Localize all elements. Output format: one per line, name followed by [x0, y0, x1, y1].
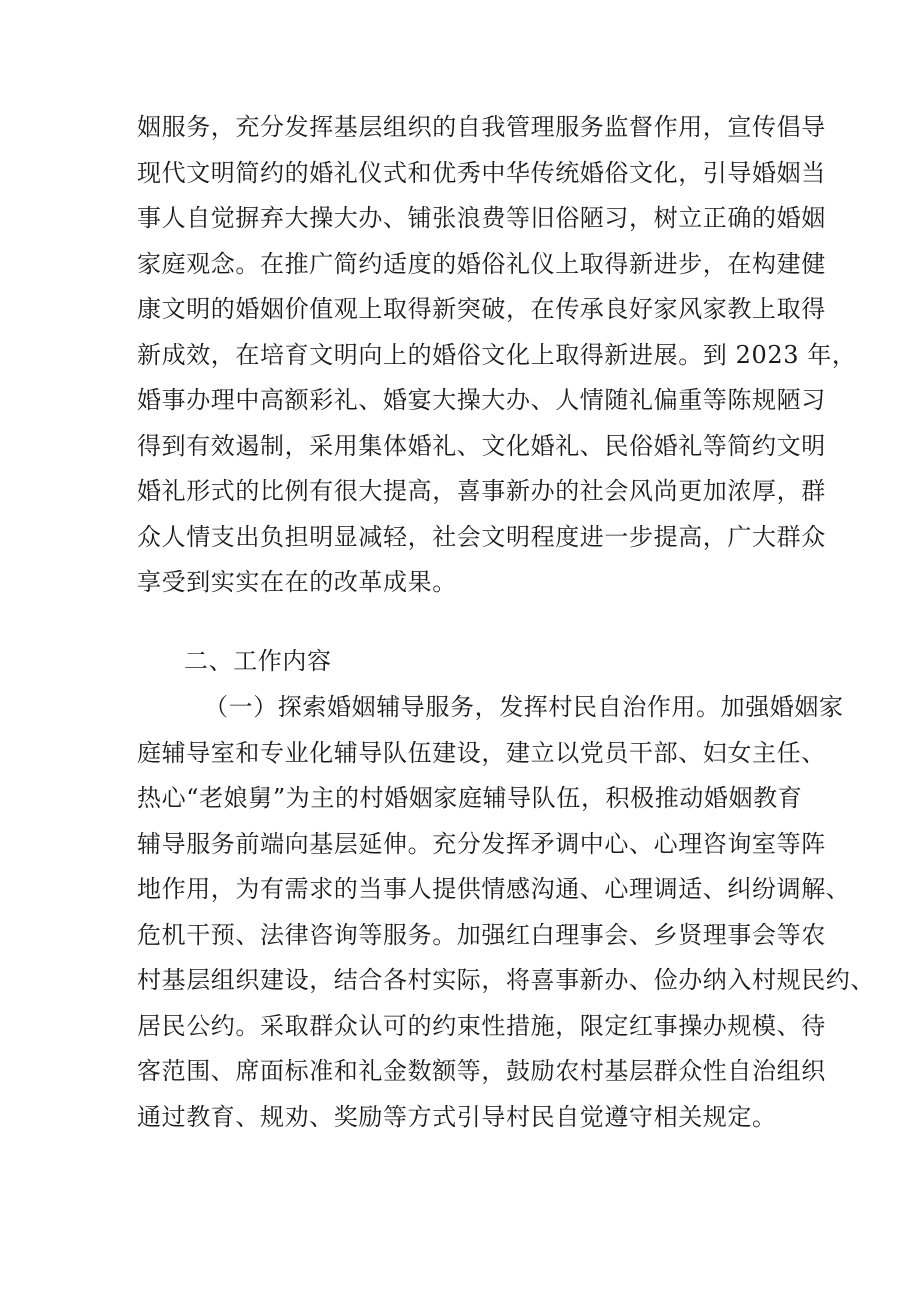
section-heading: 二、工作内容 [184, 647, 332, 675]
text-line: 热心“老娘舅”为主的村婚姻家庭辅导队伍，积极推动婚姻教育 [137, 784, 803, 812]
text-line: 婚事办理中高额彩礼、婚宴大操大办、人情随礼偏重等陈规陋习 [137, 386, 826, 414]
text-line: 现代文明简约的婚礼仪式和优秀中华传统婚俗文化，引导婚姻当 [137, 158, 826, 187]
text-line: 新成效，在培育文明向上的婚俗文化上取得新进展。到 2023 年， [137, 340, 857, 369]
text-line: 客范围、席面标准和礼金数额等，鼓励农村基层群众性自治组织 [137, 1057, 826, 1085]
text-line: 庭辅导室和专业化辅导队伍建设，建立以党员干部、妇女主任、 [137, 738, 826, 767]
text-line: 地作用，为有需求的当事人提供情感沟通、心理调适、纠纷调解、 [137, 875, 851, 903]
text-line: 危机干预、法律咨询等服务。加强红白理事会、乡贤理事会等农 [137, 920, 826, 949]
text-line: 享受到实实在在的改革成果。 [137, 568, 457, 596]
text-line: 婚礼形式的比例有很大提高，喜事新办的社会风尚更加浓厚，群 [137, 477, 826, 505]
text-line: 康文明的婚姻价值观上取得新突破，在传承良好家风家教上取得 [137, 295, 826, 323]
paragraph-work-content [137, 685, 875, 1140]
text-line: （一）探索婚姻辅导服务，发挥村民自治作用。加强婚姻家 [204, 693, 844, 721]
text-line: 事人自觉摒弃大操大办、铺张浪费等旧俗陋习，树立正确的婚姻 [137, 204, 826, 232]
paragraph-continuation [137, 105, 857, 606]
text-line: 众人情支出负担明显减轻，社会文明程度进一步提高，广大群众 [137, 522, 826, 551]
text-line: 家庭观念。在推广简约适度的婚俗礼仪上取得新进步，在构建健 [137, 249, 826, 278]
text-line: 村基层组织建设，结合各村实际，将喜事新办、俭办纳入村规民约、 [137, 966, 875, 994]
text-line: 姻服务，充分发挥基层组织的自我管理服务监督作用，宣传倡导 [137, 113, 826, 141]
text-line: 辅导服务前端向基层延伸。充分发挥矛调中心、心理咨询室等阵 [137, 829, 826, 858]
text-line: 通过教育、规劝、奖励等方式引导村民自觉遵守相关规定。 [137, 1102, 777, 1131]
text-line: 得到有效遏制，采用集体婚礼、文化婚礼、民俗婚礼等简约文明 [137, 431, 826, 460]
text-line: 居民公约。采取群众认可的约束性措施，限定红事操办规模、待 [137, 1011, 826, 1040]
section-heading-block [137, 639, 807, 685]
